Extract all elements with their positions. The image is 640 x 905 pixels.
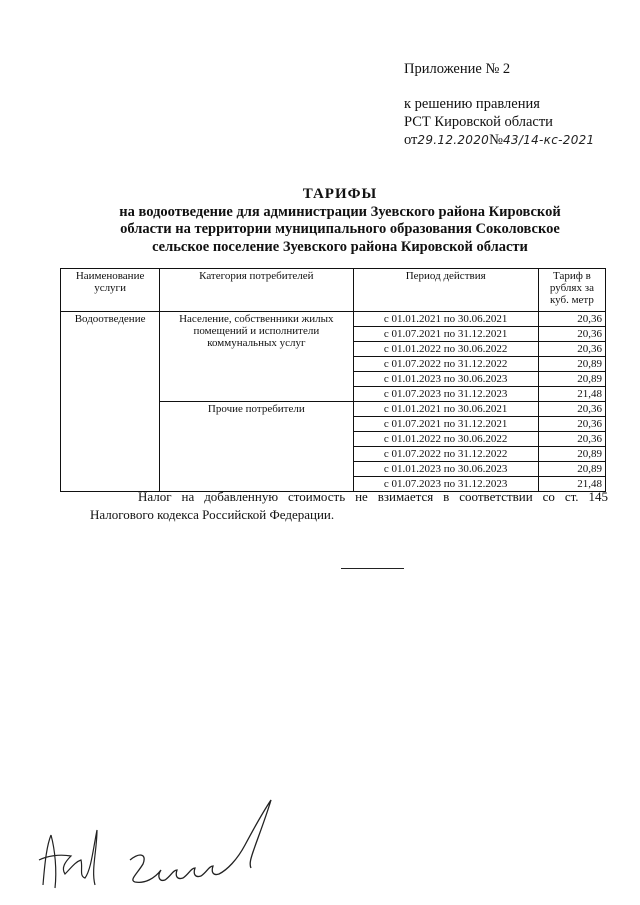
appendix-block bbox=[404, 60, 595, 149]
document-title: ТАРИФЫ bbox=[302, 186, 378, 202]
category-population: Население, собственники жилых помещений и исполнители коммунальных услуг bbox=[160, 312, 353, 402]
period-cell: с 01.01.2023 по 30.06.2023 bbox=[353, 462, 538, 477]
tariff-cell: 20,36 bbox=[538, 312, 605, 327]
end-rule bbox=[341, 568, 404, 569]
period-cell: с 01.07.2021 по 31.12.2021 bbox=[353, 327, 538, 342]
tariff-cell: 20,36 bbox=[538, 417, 605, 432]
period-cell: с 01.01.2021 по 30.06.2021 bbox=[353, 402, 538, 417]
period-cell: с 01.07.2023 по 31.12.2023 bbox=[353, 477, 538, 492]
table-row bbox=[61, 312, 606, 327]
tariff-cell: 20,36 bbox=[538, 342, 605, 357]
header-period: Период действия bbox=[353, 269, 538, 312]
appendix-title: Приложение № 2 bbox=[404, 61, 511, 77]
vat-note: Налог на добавленную стоимость не взимается в соответствии со ст. 145 Налогового кодекса Российской Федерации. bbox=[90, 489, 608, 522]
table-header-row bbox=[61, 269, 606, 312]
appendix-decision-line: к решению правления bbox=[404, 96, 540, 112]
period-cell: с 01.01.2022 по 30.06.2022 bbox=[353, 432, 538, 447]
handwritten-signature bbox=[130, 800, 271, 882]
tariff-cell: 21,48 bbox=[538, 477, 605, 492]
tariff-cell: 20,36 bbox=[538, 402, 605, 417]
period-cell: с 01.01.2021 по 30.06.2021 bbox=[353, 312, 538, 327]
header-category: Категория потребителей bbox=[160, 269, 353, 312]
number-prefix: № bbox=[489, 132, 503, 148]
period-cell: с 01.07.2022 по 31.12.2022 bbox=[353, 447, 538, 462]
service-name: Водоотведение bbox=[61, 312, 160, 492]
document-subtitle-line-2: области на территории муниципального образования Соколовское bbox=[120, 221, 560, 237]
initials-signature bbox=[39, 830, 97, 888]
tariff-cell: 20,89 bbox=[538, 462, 605, 477]
document-title-block bbox=[110, 186, 570, 256]
tariff-cell: 20,36 bbox=[538, 327, 605, 342]
handwritten-date: 29.12.2020 bbox=[417, 133, 490, 147]
period-cell: с 01.07.2021 по 31.12.2021 bbox=[353, 417, 538, 432]
tariff-table bbox=[60, 268, 606, 492]
document-subtitle-line-1: на водоотведение для администрации Зуевского района Кировской bbox=[119, 203, 561, 220]
signatures bbox=[25, 790, 275, 895]
appendix-date-line bbox=[404, 131, 595, 149]
header-tariff: Тариф в рублях за куб. метр bbox=[538, 269, 605, 312]
period-cell: с 01.01.2023 по 30.06.2023 bbox=[353, 372, 538, 387]
category-other: Прочие потребители bbox=[160, 402, 353, 492]
tariff-cell: 20,36 bbox=[538, 432, 605, 447]
handwritten-number: 43/14-кс-2021 bbox=[502, 133, 595, 147]
period-cell: с 01.07.2023 по 31.12.2023 bbox=[353, 387, 538, 402]
appendix-authority-line: РСТ Кировской области bbox=[404, 114, 553, 130]
period-cell: с 01.07.2022 по 31.12.2022 bbox=[353, 357, 538, 372]
date-prefix: от bbox=[404, 132, 418, 148]
period-cell: с 01.01.2022 по 30.06.2022 bbox=[353, 342, 538, 357]
tariff-cell: 20,89 bbox=[538, 357, 605, 372]
tariff-cell: 20,89 bbox=[538, 372, 605, 387]
header-service: Наименование услуги bbox=[61, 269, 160, 312]
tariff-cell: 21,48 bbox=[538, 387, 605, 402]
document-subtitle-line-3: сельское поселение Зуевского района Кировской области bbox=[152, 238, 528, 255]
tariff-cell: 20,89 bbox=[538, 447, 605, 462]
